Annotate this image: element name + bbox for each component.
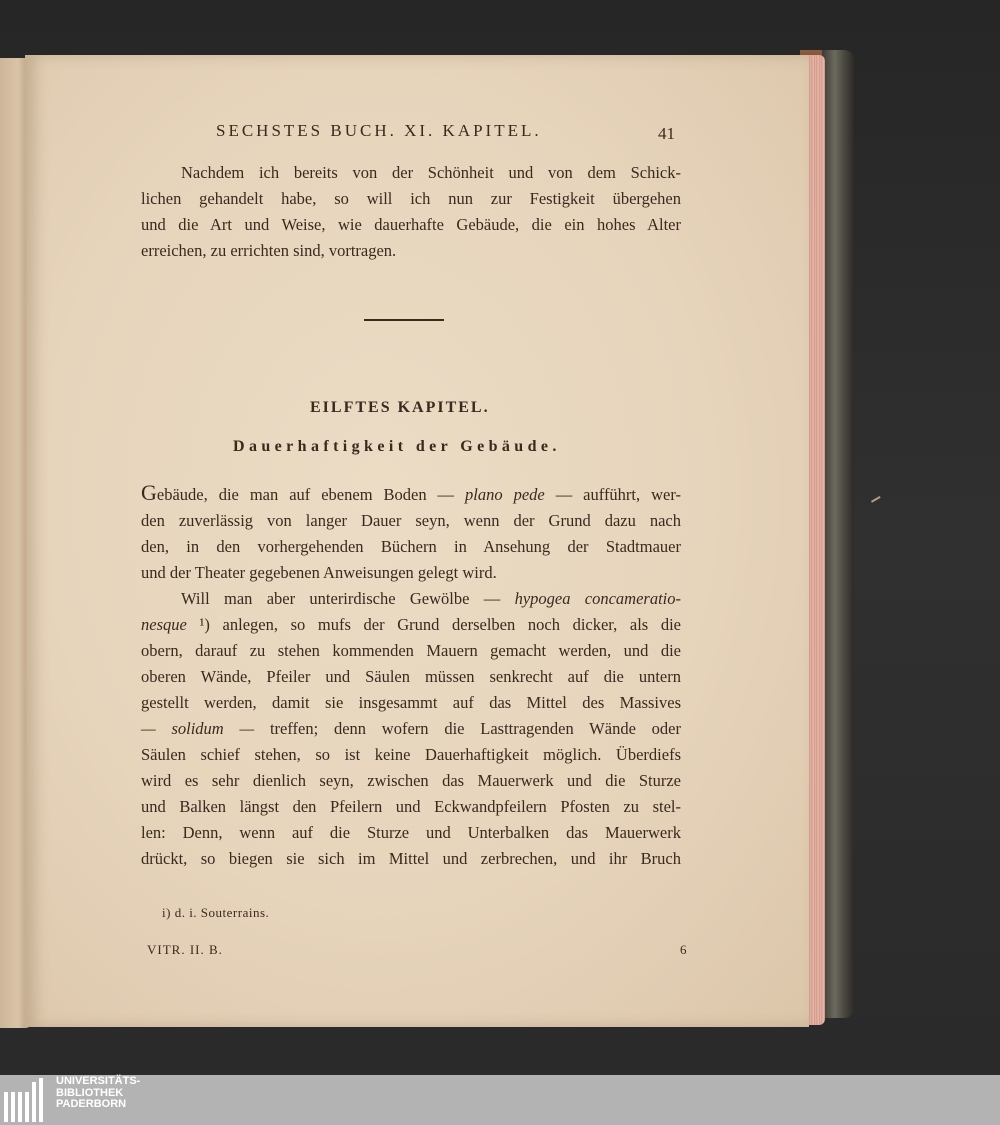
running-head: SECHSTES BUCH. XI. KAPITEL. bbox=[216, 121, 542, 140]
text-line: erreichen, zu errichten sind, vortragen. bbox=[141, 241, 397, 260]
text-segment: Will man aber unterirdische Gewölbe — bbox=[181, 589, 501, 608]
text-segment: — aufführt, wer- bbox=[555, 485, 682, 504]
page-number: 41 bbox=[658, 124, 675, 143]
text-line: den zuverlässig von langer Dauer seyn, wenn der Grund dazu nach bbox=[141, 511, 681, 530]
text-line bbox=[141, 480, 681, 508]
italic-term: plano pede bbox=[465, 485, 545, 504]
text-line: und die Art und Weise, wie dauerhafte Gebäude, die ein hohes Alter bbox=[141, 215, 681, 234]
chapter-title: EILFTES KAPITEL. bbox=[310, 399, 490, 416]
text-line: obern, darauf zu stehen kommenden Mauern gemacht werden, und die bbox=[141, 641, 681, 660]
text-line: und der Theater gegebenen Anweisungen gelegt wird. bbox=[141, 563, 497, 582]
library-label-line: UNIVERSITÄTS- bbox=[56, 1075, 141, 1087]
text-line: lichen gehandelt habe, so will ich nun zur Festigkeit übergehen bbox=[141, 189, 681, 208]
italic-term: nesque bbox=[141, 615, 187, 634]
chapter-subtitle: Dauerhaftigkeit der Gebäude. bbox=[233, 438, 561, 455]
text-line: Nachdem ich bereits von der Schönheit und von dem Schick- bbox=[181, 163, 681, 182]
text-line bbox=[141, 586, 681, 612]
main-text bbox=[141, 480, 681, 872]
text-line bbox=[141, 612, 681, 638]
text-line: den, in den vorhergehenden Büchern in Ansehung der Stadtmauer bbox=[141, 537, 681, 556]
library-logo-icon bbox=[4, 1078, 50, 1122]
library-footer-bar bbox=[0, 1075, 1000, 1125]
text-line: und Balken längst den Pfeilern und Eckwandpfeilern Pfosten zu stel- bbox=[141, 797, 681, 816]
text-segment: treffen; denn wofern die Lasttragenden Wände oder bbox=[269, 719, 681, 738]
printer-signature: VITR. II. B. bbox=[147, 942, 223, 957]
text-line: wird es sehr dienlich seyn, zwischen das Mauerwerk und die Sturze bbox=[141, 771, 681, 790]
italic-term: — solidum — bbox=[141, 719, 255, 738]
library-label bbox=[56, 1076, 140, 1111]
library-label-line: BIBLIOTHEK bbox=[56, 1086, 124, 1099]
library-label-line: PADERBORN bbox=[56, 1098, 127, 1110]
text-segment: ¹) anlegen, so mufs der Grund derselben noch dicker, als die bbox=[199, 615, 682, 634]
intro-paragraph bbox=[141, 160, 681, 264]
italic-term: hypogea concameratio- bbox=[514, 589, 682, 608]
text-line: drückt, so biegen sie sich im Mittel und zerbrechen, und ihr Bruch bbox=[141, 849, 681, 868]
text-line: oberen Wände, Pfeiler und Säulen müssen senkrecht auf die untern bbox=[141, 667, 681, 686]
text-line: Säulen schief stehen, so ist keine Dauerhaftigkeit möglich. Überdiefs bbox=[141, 745, 681, 764]
section-divider bbox=[364, 319, 444, 321]
text-line: gestellt werden, damit sie insgesammt auf das Mittel des Massives bbox=[141, 693, 681, 712]
text-line: len: Denn, wenn auf die Sturze und Unterbalken das Mauerwerk bbox=[141, 823, 681, 842]
footnote: i) d. i. Souterrains. bbox=[162, 905, 270, 920]
book-cover-edge bbox=[822, 50, 854, 1018]
text-line bbox=[141, 716, 681, 742]
initial-letter: G bbox=[141, 480, 157, 505]
signature-number: 6 bbox=[680, 942, 687, 957]
text-segment: ebäude, die man auf ebenem Boden — bbox=[156, 485, 455, 504]
